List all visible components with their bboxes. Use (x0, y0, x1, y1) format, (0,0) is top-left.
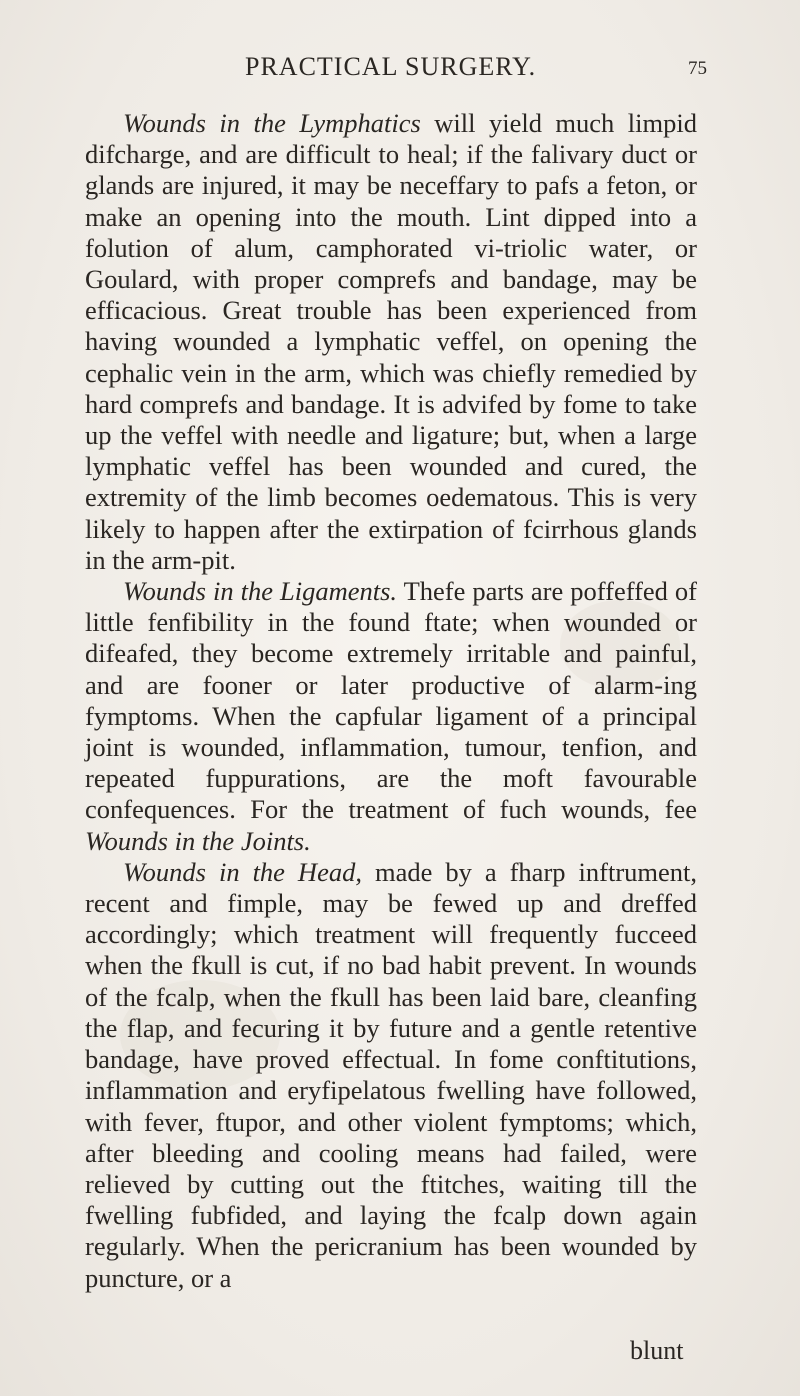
cross-reference: Wounds in the Joints. (85, 825, 311, 856)
running-head (0, 52, 800, 92)
paragraph-lymphatics (85, 108, 697, 576)
page-number: 75 (688, 58, 707, 79)
paragraph-text: made by a fharp inftrument, recent and fimple, may be fewed up and dreffed accordingly; which treatment will frequently fucceed when the fkull is cut, if no bad habit prevent. In wounds of the fcalp, when the fkull has been laid bare, cleanfing the flap, and fecuring it by future and a gentle retentive bandage, have proved effectual. In fome conftitutions, inflammation and eryfipelatous fwelling have followed, with fever, ftupor, and other violent fymptoms; which, after bleeding and cooling means had failed, were relieved by cutting out the ftitches, waiting till the fwelling fubfided, and laying the fcalp down again regularly. When the pericranium has been wounded by puncture, or a (85, 856, 698, 1293)
paragraph-heading: Wounds in the Head, (123, 856, 362, 887)
paragraph-text: Thefe parts are poffeffed of little fenfibility in the found ftate; when wounded or difeafed, they become extremely irritable and painful, and are fooner or later productive of alarm-ing fymptoms. When the capfular ligament of a principal joint is wounded, inflammation, tumour, tenfion, and repeated fuppurations, are the moft favourable confequences. For the treatment of fuch wounds, fee (85, 576, 697, 825)
paragraph-heading: Wounds in the Lymphatics (123, 108, 421, 138)
paragraph-text: will yield much limpid difcharge, and are difficult to heal; if the falivary duct or glands are injured, it may be neceffary to pafs a feton, or make an opening into the mouth. Lint dipped into a folution of alum, camphorated vi-triolic water, or Goulard, with proper comprefs and bandage, may be efficacious. Great trouble has been experienced from having wounded a lymphatic veffel, on opening the cephalic vein in the arm, which was chiefly remedied by hard comprefs and bandage. It is advifed by fome to take up the veffel with needle and ligature; but, when a large lymphatic veffel has been wounded and cured, the extremity of the limb becomes oedematous. This is very likely to happen after the extirpation of fcirrhous glands in the arm-pit. (85, 108, 697, 575)
body-text (85, 108, 697, 1294)
catchword: blunt (630, 1336, 684, 1365)
running-title: PRACTICAL SURGERY. (245, 52, 537, 81)
paragraph-heading: Wounds in the Ligaments. (123, 576, 398, 607)
paragraph-head (85, 857, 697, 1294)
paragraph-ligaments (85, 576, 697, 857)
